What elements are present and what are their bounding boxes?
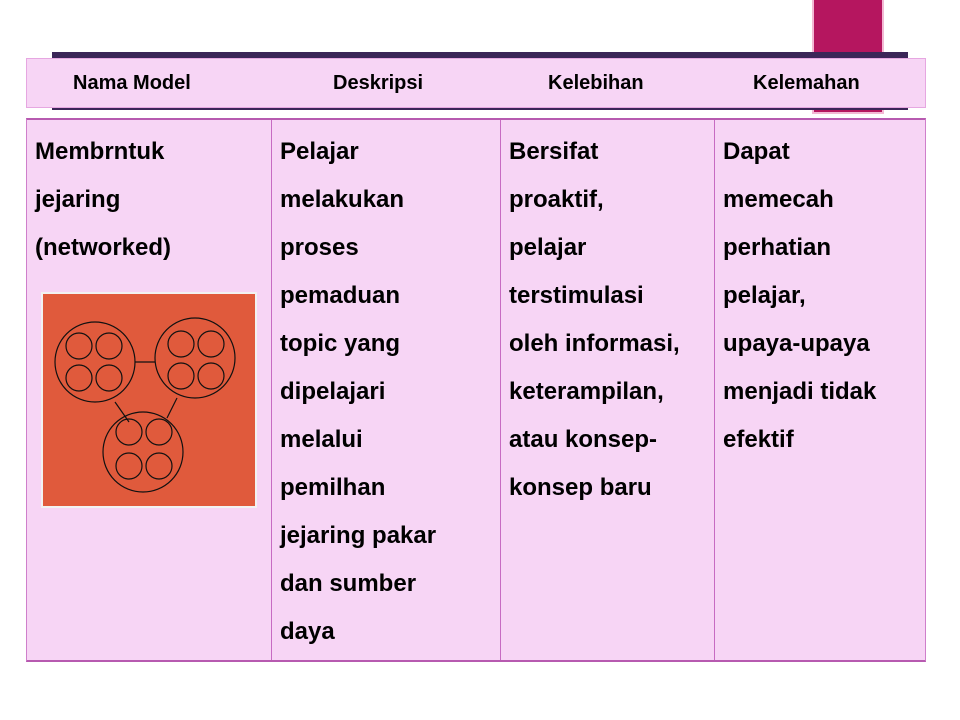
cell-deskripsi <box>271 120 500 660</box>
header-nama-model: Nama Model <box>73 72 191 94</box>
header-deskripsi: Deskripsi <box>333 72 424 94</box>
cell-kelemahan <box>714 120 925 660</box>
table-header <box>26 58 926 108</box>
header-kelemahan: Kelemahan <box>753 72 860 94</box>
kelemahan-text: Dapat memecah perhatian pelajar, upaya-upaya menjadi tidak efektif <box>723 138 877 453</box>
cell-nama-model <box>27 120 271 660</box>
network-diagram-icon <box>41 292 257 508</box>
cell-kelebihan <box>500 120 714 660</box>
deskripsi-text: Pelajar melakukan proses pemaduan topic yang dipelajari melalui pemilhan jejaring pakar dan sumber daya <box>280 138 437 645</box>
content-table <box>26 118 926 662</box>
kelebihan-text: Bersifat proaktif, pelajar terstimulasi oleh informasi, keterampilan, atau konsep- konsep baru <box>509 138 680 501</box>
header-kelebihan: Kelebihan <box>548 72 644 94</box>
nama-model-text: Membrntuk jejaring (networked) <box>35 138 172 261</box>
